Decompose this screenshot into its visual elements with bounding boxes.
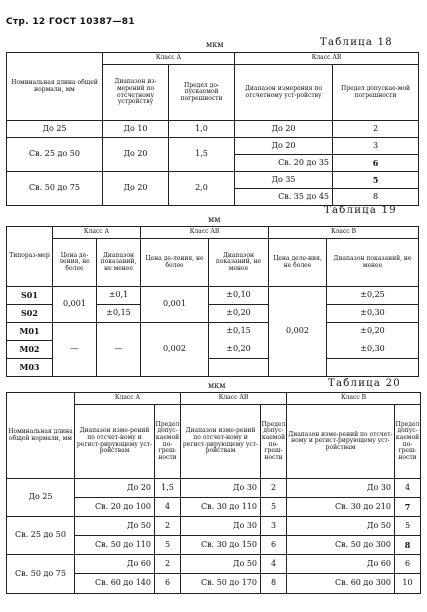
t20-head-limit-a: Предел допус-каемой по-греш-ности	[155, 405, 181, 479]
t20-nominal: До 25	[7, 479, 75, 517]
t19-cell: ±0,20	[209, 341, 269, 359]
table18	[6, 52, 419, 206]
t18-cell: До 20	[235, 121, 333, 138]
t19-head-range-a: Диапазон показаний, не менее	[97, 239, 141, 287]
t20-cell: Св. 30 до 210	[287, 498, 395, 517]
t19-class-ab: Класс АВ	[141, 227, 269, 239]
t20-cell: 5	[395, 517, 421, 536]
t19-cell: 0,001	[141, 287, 209, 323]
t20-class-a: Класс А	[75, 393, 181, 405]
t19-cell-empty	[209, 359, 269, 377]
t20-cell: До 30	[287, 479, 395, 498]
t19-type: S01	[7, 287, 53, 305]
t20-head-limit-ab: Предел допус-каемой по-греш-ности	[261, 405, 287, 479]
t20-cell: 5	[261, 498, 287, 517]
t18-cell: 1,0	[169, 121, 235, 138]
t20-head-nominal: Номинальная длина общей нормали, мм	[7, 393, 75, 479]
t20-cell: Св. 50 до 170	[181, 574, 261, 594]
t20-nominal: Св. 25 до 50	[7, 517, 75, 555]
t20-head-range-a: Диапазон изме-рений по отсчет-ному и регист-рирующему уст-ройствам	[75, 405, 155, 479]
t20-cell: 2	[155, 555, 181, 574]
t20-cell: 7	[395, 498, 421, 517]
table18-unit: мкм	[206, 40, 224, 49]
t20-cell: До 30	[181, 517, 261, 536]
t18-cell: 5	[333, 172, 419, 189]
t20-cell: 8	[261, 574, 287, 594]
t20-cell: До 30	[181, 479, 261, 498]
t18-cell: До 35	[235, 172, 333, 189]
t19-cell-empty	[327, 359, 419, 377]
t20-cell: 5	[155, 536, 181, 555]
t20-cell: 10	[395, 574, 421, 594]
t20-cell: До 60	[287, 555, 395, 574]
t19-head-range-ab: Диапазон показаний, не менее	[209, 239, 269, 287]
t18-cell: Св. 35 до 45	[235, 189, 333, 206]
t20-cell: 3	[261, 517, 287, 536]
t18-cell: До 10	[103, 121, 169, 138]
t19-cell: 0,002	[141, 323, 209, 377]
table19-title: Таблица 19	[324, 205, 397, 216]
t20-cell: 2	[261, 479, 287, 498]
t20-cell: 8	[395, 536, 421, 555]
t18-cell: 2,0	[169, 172, 235, 206]
t19-cell: —	[53, 323, 97, 377]
table19	[6, 226, 419, 377]
t20-cell: Св. 50 до 300	[287, 536, 395, 555]
t20-head-range-ab: Диапазон изме-рений по отсчет-ному и регист-рирующему уст-ройствам	[181, 405, 261, 479]
t20-cell: 4	[395, 479, 421, 498]
t18-head-limit-ab: Предел допускае-мой погрешности	[333, 65, 419, 121]
t20-cell: 4	[155, 498, 181, 517]
table20-unit: мкм	[208, 381, 226, 390]
t20-class-ab: Класс АВ	[181, 393, 287, 405]
t19-head-type: Типораз-мер	[7, 227, 53, 287]
page-header: Стр. 12 ГОСТ 10387—81	[6, 17, 135, 27]
t19-cell: ±0,15	[97, 305, 141, 323]
t19-cell: ±0,30	[327, 341, 419, 359]
t19-cell: ±0,30	[327, 305, 419, 323]
t18-head-range-a: Диапазон из-мерений по отсчетному устройству	[103, 65, 169, 121]
t19-cell: ±0,1	[97, 287, 141, 305]
t18-cell: Св. 50 до 75	[7, 172, 103, 206]
t20-nominal: Св. 50 до 75	[7, 555, 75, 594]
t18-cell: 6	[333, 155, 419, 172]
t19-type: M01	[7, 323, 53, 341]
t19-cell: 0,001	[53, 287, 97, 323]
table20	[6, 392, 421, 594]
t19-head-div-ab: Цена де-ления, не более	[141, 239, 209, 287]
t20-cell: Св. 20 до 100	[75, 498, 155, 517]
t18-cell: 1,5	[169, 138, 235, 172]
table20-title: Таблица 20	[328, 378, 401, 389]
t18-head-range-ab: Диапазон измерения по отсчетному уст-ройству	[235, 65, 333, 121]
t20-head-range-b: Диапазон изме-рений по отсчет-ному и регист-рирующему уст-ройствам	[287, 405, 395, 479]
t19-cell: 0,002	[269, 287, 327, 377]
t18-cell: До 20	[235, 138, 333, 155]
t20-cell: Св. 60 до 300	[287, 574, 395, 594]
t20-cell: До 60	[75, 555, 155, 574]
t20-cell: До 50	[287, 517, 395, 536]
t20-cell: 4	[261, 555, 287, 574]
t19-cell: ±0,20	[327, 323, 419, 341]
t19-cell: ±0,25	[327, 287, 419, 305]
t19-class-b: Класс В	[269, 227, 419, 239]
t19-type: M02	[7, 341, 53, 359]
t20-cell: 2	[155, 517, 181, 536]
t19-type: S02	[7, 305, 53, 323]
t18-cell: До 20	[103, 138, 169, 172]
t19-type: M03	[7, 359, 53, 377]
t18-head-limit-a: Предел до-пускаемой погрешности	[169, 65, 235, 121]
t18-cell: 2	[333, 121, 419, 138]
t18-cell: До 25	[7, 121, 103, 138]
t18-cell: До 20	[103, 172, 169, 206]
t20-cell: Св. 30 до 150	[181, 536, 261, 555]
t20-cell: До 50	[75, 517, 155, 536]
t19-head-div-a: Цена де-ления, не более	[53, 239, 97, 287]
t18-cell: Св. 25 до 50	[7, 138, 103, 172]
t20-cell: Св. 30 до 110	[181, 498, 261, 517]
table18-title: Таблица 18	[320, 37, 393, 48]
t18-class-ab: Класс АВ	[235, 53, 419, 65]
t19-cell: ±0,10	[209, 287, 269, 305]
t19-class-a: Класс А	[53, 227, 141, 239]
t18-cell: Св. 20 до 35	[235, 155, 333, 172]
t18-cell: 8	[333, 189, 419, 206]
t20-cell: Св. 60 до 140	[75, 574, 155, 594]
t20-head-limit-b: Предел допус-каемой по-греш-ности	[395, 405, 421, 479]
t19-head-range-b: Диапазон показаний, не менее	[327, 239, 419, 287]
t19-head-div-b: Цена деле-ния, не более	[269, 239, 327, 287]
t19-cell: —	[97, 323, 141, 377]
t18-class-a: Класс А	[103, 53, 235, 65]
t20-class-b: Класс В	[287, 393, 421, 405]
t20-cell: 6	[395, 555, 421, 574]
table19-unit: мм	[208, 215, 221, 224]
t19-cell: ±0,15	[209, 323, 269, 341]
t20-cell: До 20	[75, 479, 155, 498]
t20-cell: 6	[261, 536, 287, 555]
t20-cell: 1,5	[155, 479, 181, 498]
t20-cell: До 50	[181, 555, 261, 574]
t20-cell: 6	[155, 574, 181, 594]
t18-cell: 3	[333, 138, 419, 155]
t20-cell: Св. 50 до 110	[75, 536, 155, 555]
t19-cell: ±0,20	[209, 305, 269, 323]
t18-head-nominal: Номинальная длина общей нормали, мм	[7, 53, 103, 121]
